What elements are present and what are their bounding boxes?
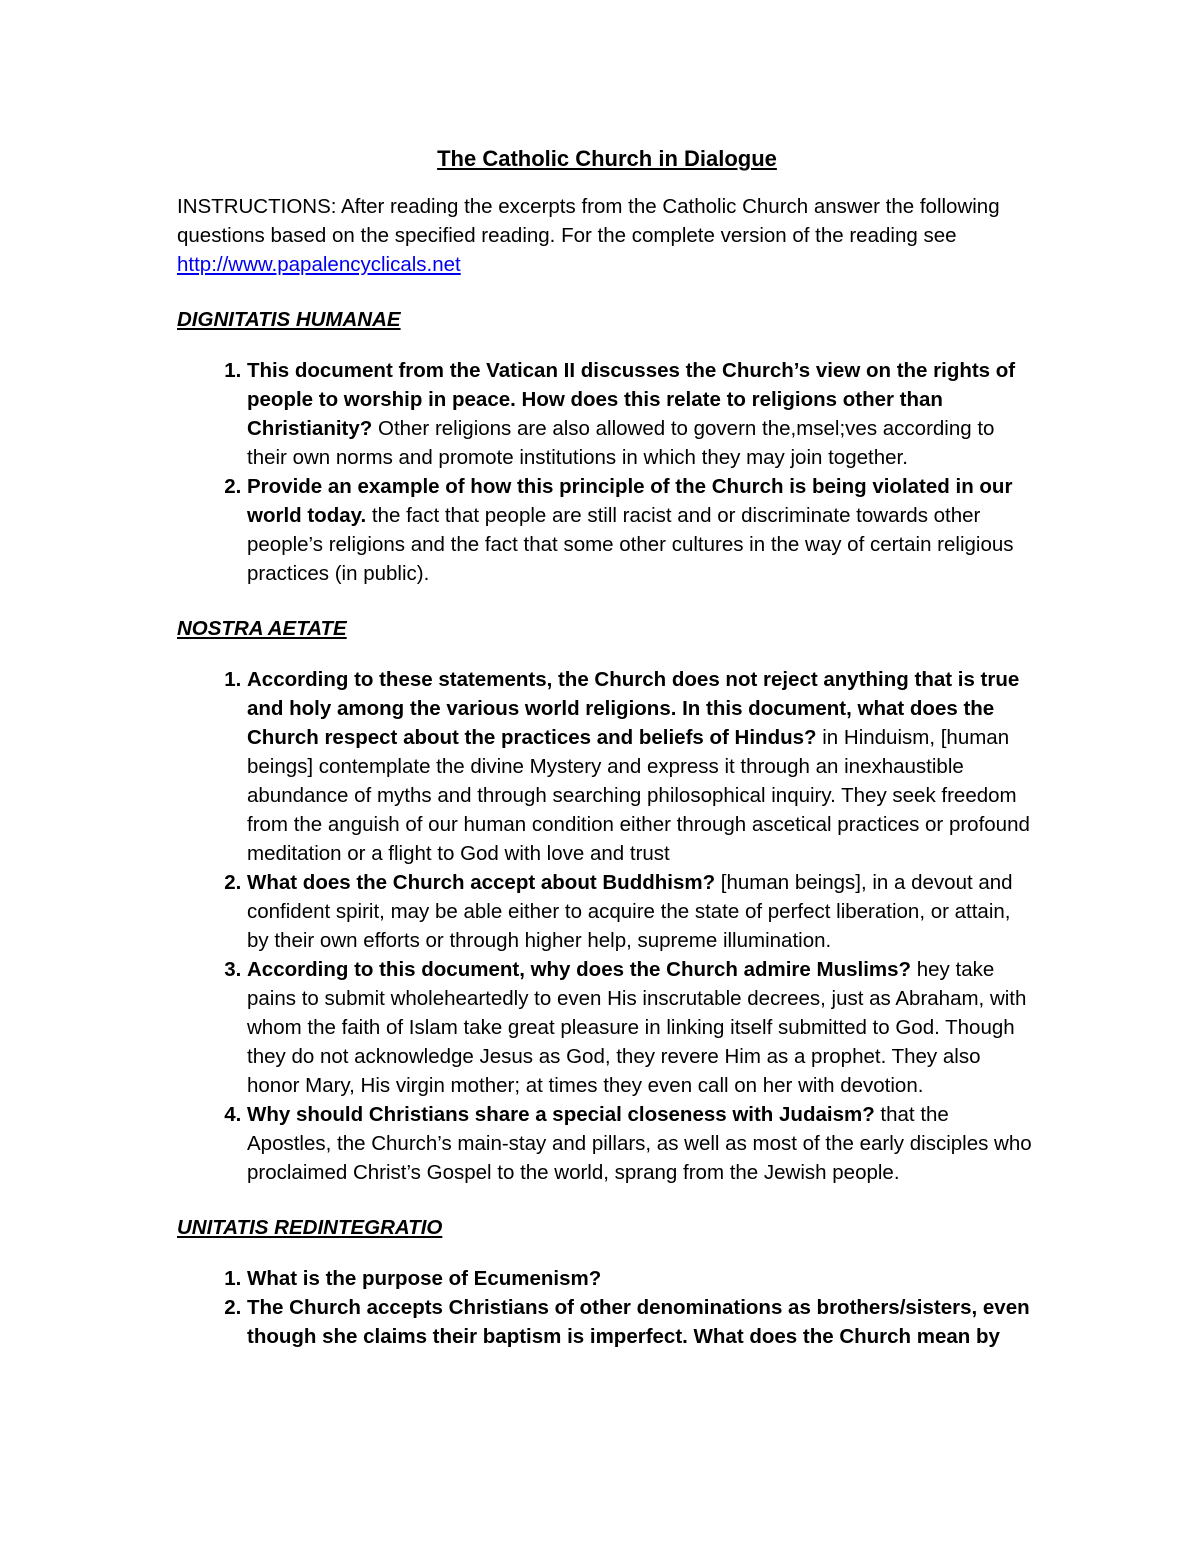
question-item	[247, 665, 1037, 868]
question-item	[247, 955, 1037, 1100]
section-heading-unitatis-redintegratio: UNITATIS REDINTEGRATIO	[177, 1216, 443, 1239]
answer-text: hey take pains to submit wholeheartedly to even His inscrutable decrees, just as Abraham, with whom the faith of Islam take great pleasure in linking itself submitted to God. Though they do not acknowledge Jesus as God, they revere Him as a prophet. They also honor Mary, His virgin mother; at times they even call on her with devotion.	[247, 958, 1027, 1097]
question-item	[247, 1293, 1037, 1351]
answer-text: the fact that people are still racist and or discriminate towards other people’s religions and the fact that some other cultures in the way of certain religious practices (in public).	[247, 504, 1014, 585]
section-heading-dignitatis-humanae: DIGNITATIS HUMANAE	[177, 308, 401, 331]
question-list-unitatis-redintegratio	[177, 1264, 1037, 1351]
question-item	[247, 1264, 1037, 1293]
question-list-dignitatis-humanae	[177, 356, 1037, 588]
instructions-paragraph	[177, 192, 1037, 279]
answer-text: that the Apostles, the Church’s main-stay and pillars, as well as most of the early disciples who proclaimed Christ’s Gospel to the world, sprang from the Jewish people.	[247, 1103, 1032, 1184]
document-title: The Catholic Church in Dialogue	[437, 146, 777, 171]
answer-text: [human beings], in a devout and confident spirit, may be able either to acquire the state of perfect liberation, or attain, by their own efforts or through higher help, supreme illumination.	[247, 871, 1013, 952]
question-text: Why should Christians share a special closeness with Judaism?	[247, 1103, 875, 1126]
question-text: According to these statements, the Church does not reject anything that is true and holy among the various world religions. In this document, what does the Church respect about the practices and beliefs of Hindus?	[247, 668, 1020, 749]
section-heading-nostra-aetate: NOSTRA AETATE	[177, 617, 347, 640]
question-text: What does the Church accept about Buddhism?	[247, 871, 716, 894]
question-item	[247, 356, 1037, 472]
question-item	[247, 1100, 1037, 1187]
question-item	[247, 472, 1037, 588]
question-list-nostra-aetate	[177, 665, 1037, 1187]
question-text: This document from the Vatican II discusses the Church’s view on the rights of people to worship in peace. How does this relate to religions other than Christianity?	[247, 359, 1016, 440]
answer-text: in Hinduism, [human beings] contemplate the divine Mystery and express it through an inexhaustible abundance of myths and through searching philosophical inquiry. They seek freedom from the anguish of our human condition either through ascetical practices or profound meditation or a flight to God with love and trust	[247, 726, 1030, 865]
instructions-text: INSTRUCTIONS: After reading the excerpts from the Catholic Church answer the following questions based on the specified reading. For the complete version of the reading see	[177, 195, 1000, 247]
answer-text: Other religions are also allowed to govern the,msel;ves according to their own norms and promote institutions in which they may join together.	[247, 417, 995, 469]
question-text: Provide an example of how this principle of the Church is being violated in our world today.	[247, 475, 1013, 527]
question-text: What is the purpose of Ecumenism?	[247, 1267, 602, 1290]
document-page	[177, 140, 1037, 1377]
question-text: According to this document, why does the Church admire Muslims?	[247, 958, 912, 981]
papal-encyclicals-link[interactable]: http://www.papalencyclicals.net	[177, 253, 461, 276]
question-text: The Church accepts Christians of other denominations as brothers/sisters, even though she claims their baptism is imperfect. What does the Church mean by	[247, 1296, 1030, 1348]
question-item	[247, 868, 1037, 955]
